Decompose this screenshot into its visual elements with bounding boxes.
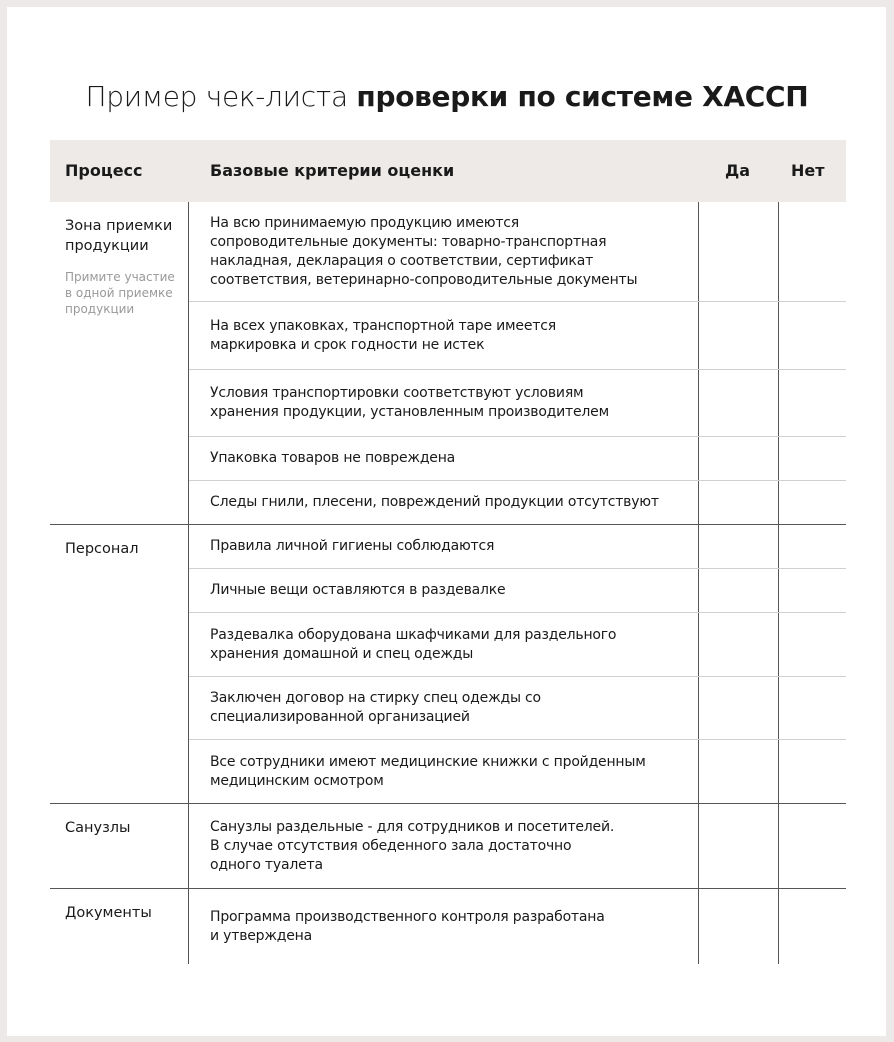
table-row <box>189 370 846 437</box>
yes-cell[interactable] <box>698 613 778 676</box>
process-cell <box>50 804 189 888</box>
table-row <box>189 569 846 613</box>
process-cell <box>50 525 189 803</box>
process-group <box>50 889 846 964</box>
process-group <box>50 804 846 889</box>
table-row <box>189 677 846 740</box>
no-cell[interactable] <box>778 202 846 301</box>
no-cell[interactable] <box>778 740 846 803</box>
table-row <box>189 302 846 370</box>
criteria-cell: Условия транспортировки соответствуют условиям хранения продукции, установленным производителем <box>210 385 609 420</box>
criteria-cell: Все сотрудники имеют медицинские книжки с пройденным медицинским осмотром <box>210 753 646 789</box>
table-row <box>189 481 846 524</box>
header-yes: Да <box>725 161 751 180</box>
yes-cell[interactable] <box>698 569 778 612</box>
no-cell[interactable] <box>778 481 846 524</box>
table-row <box>189 525 846 569</box>
table-row <box>189 889 846 964</box>
yes-cell[interactable] <box>698 677 778 739</box>
process-note: Примите участие в одной приемке продукции <box>65 270 175 316</box>
table-row <box>189 740 846 803</box>
header-process: Процесс <box>65 161 143 180</box>
criteria-cell: На всю принимаемую продукцию имеются сопроводительные документы: товарно-транспортная накладная, декларация о соответствии, сертификат соответствия, ветеринарно-сопроводительные документы <box>210 214 638 288</box>
yes-cell[interactable] <box>698 740 778 803</box>
page-title: Пример чек-листа проверки по системе ХАССП <box>85 80 809 113</box>
criteria-cell: Раздевалка оборудована шкафчиками для раздельного хранения домашной и спец одежды <box>210 626 617 662</box>
criteria-cell: Упаковка товаров не повреждена <box>210 450 456 466</box>
header-no: Нет <box>791 161 825 180</box>
yes-cell[interactable] <box>698 889 778 964</box>
process-group <box>50 525 846 804</box>
criteria-cell: Заключен договор на стирку спец одежды со специализированной организацией <box>210 690 541 725</box>
no-cell[interactable] <box>778 302 846 369</box>
no-cell[interactable] <box>778 525 846 568</box>
table-row <box>189 804 846 888</box>
process-cell <box>50 889 189 964</box>
no-cell[interactable] <box>778 889 846 964</box>
criteria-cell: Следы гнили, плесени, повреждений продукции отсутствуют <box>210 494 659 510</box>
yes-cell[interactable] <box>698 525 778 568</box>
table-row <box>189 613 846 677</box>
table-row <box>189 202 846 302</box>
yes-cell[interactable] <box>698 437 778 480</box>
process-cell <box>50 202 189 524</box>
criteria-cell: На всех упаковках, транспортной таре имеется маркировка и срок годности не истек <box>210 317 556 353</box>
no-cell[interactable] <box>778 437 846 480</box>
criteria-cell: Программа производственного контроля разработана и утверждена <box>210 908 605 944</box>
table-header <box>50 140 846 202</box>
criteria-cell: Правила личной гигиены соблюдаются <box>210 538 495 554</box>
no-cell[interactable] <box>778 569 846 612</box>
process-name: Зона приемки продукции <box>65 218 173 254</box>
criteria-cell: Санузлы раздельные - для сотрудников и посетителей. В случае отсутствия обеденного зала достаточно одного туалета <box>210 818 615 873</box>
process-name: Санузлы <box>65 820 131 836</box>
process-name: Документы <box>65 905 152 921</box>
checklist-table <box>50 140 846 964</box>
yes-cell[interactable] <box>698 370 778 436</box>
process-group <box>50 202 846 525</box>
no-cell[interactable] <box>778 613 846 676</box>
no-cell[interactable] <box>778 677 846 739</box>
process-name: Персонал <box>65 541 139 557</box>
criteria-cell: Личные вещи оставляются в раздевалке <box>210 582 506 598</box>
yes-cell[interactable] <box>698 202 778 301</box>
yes-cell[interactable] <box>698 481 778 524</box>
no-cell[interactable] <box>778 370 846 436</box>
header-criteria: Базовые критерии оценки <box>210 161 455 180</box>
yes-cell[interactable] <box>698 804 778 888</box>
no-cell[interactable] <box>778 804 846 888</box>
yes-cell[interactable] <box>698 302 778 369</box>
table-row <box>189 437 846 481</box>
